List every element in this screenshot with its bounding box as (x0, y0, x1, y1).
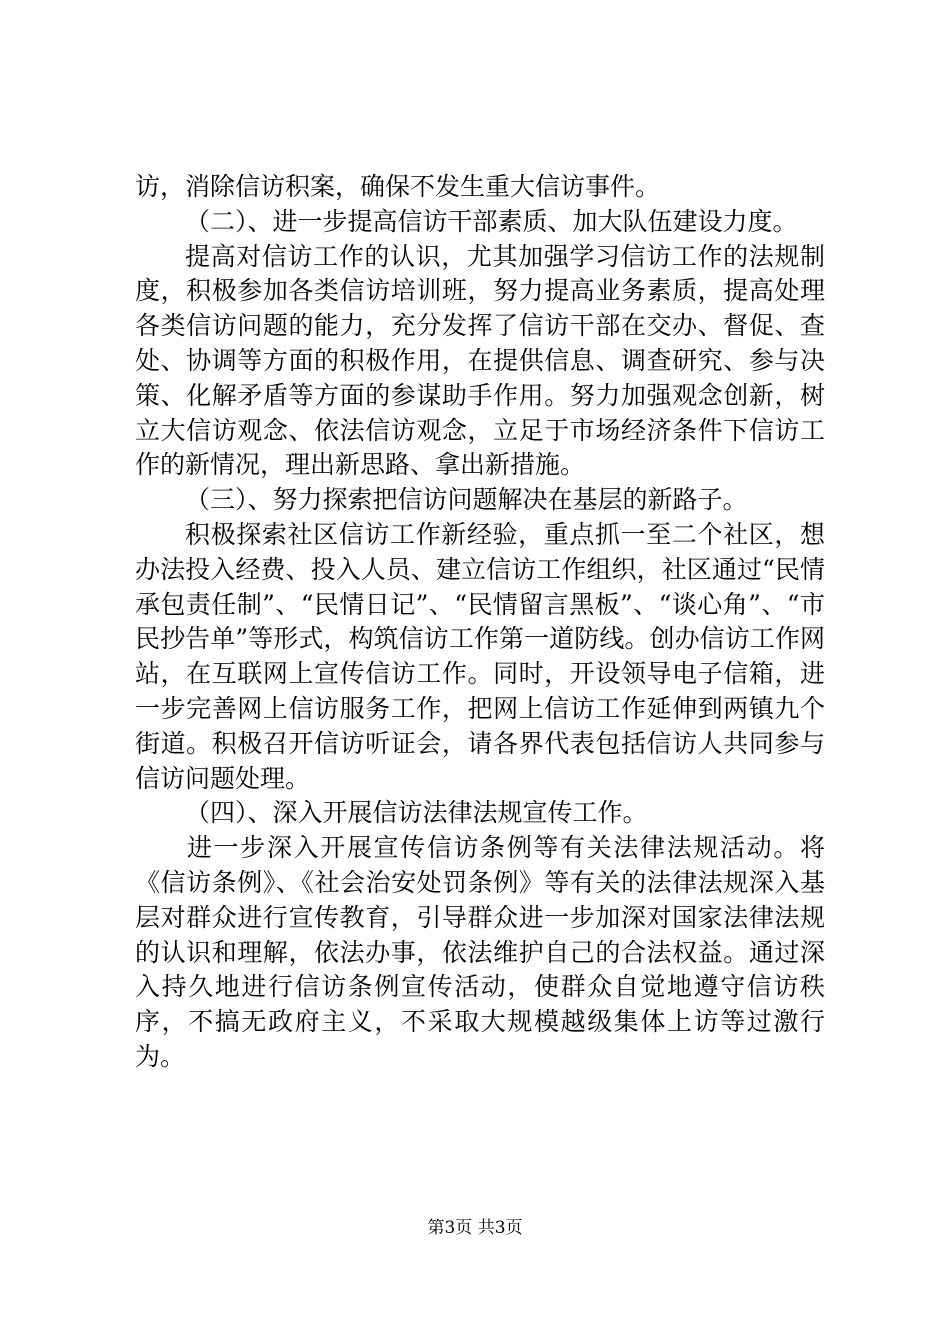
section-heading-3: （三）、努力探索把信访问题解决在基层的新路子。 (185, 485, 748, 515)
page-number-label: 第3页 共3页 (427, 1218, 523, 1238)
paragraph-continuation: 访，消除信访积案，确保不发生重大信访事件。 (135, 172, 661, 201)
section-heading-4: （四）、深入开展信访法律法规宣传工作。 (185, 798, 648, 828)
page-footer (0, 1217, 950, 1239)
paragraph-section-2: 提高对信访工作的认识，尤其加强学习信访工作的法规制度，积极参加各类信访培训班，努力提高业务素质，提高处理各类信访问题的能力，充分发挥了信访干部在交办、督促、查处、协调等方面的积极作用，在提供信息、调查研究、参与决策、化解矛盾等方面的参谋助手作用。努力加强观念创新，树立大信访观念、依法信访观念，立足于市场经济条件下信访工作的新情况，理出新思路、拿出新措施。 (135, 241, 825, 480)
section-heading-2: （二）、进一步提高信访干部素质、加大队伍建设力度。 (185, 206, 798, 236)
paragraph-section-3: 积极探索社区信访工作新经验，重点抓一至二个社区，想办法投入经费、投入人员、建立信访工作组织，社区通过“民情承包责任制”、“民情日记”、“民情留言黑板”、“谈心角”、“市民抄告单”等形式，构筑信访工作第一道防线。创办信访工作网站，在互联网上宣传信访工作。同时，开设领导电子信箱，进一步完善网上信访服务工作，把网上信访工作延伸到两镇九个街道。积极召开信访听证会，请各界代表包括信访人共同参与信访问题处理。 (135, 519, 825, 793)
document-body (135, 170, 825, 1075)
paragraph-section-4: 进一步深入开展宣传信访条例等有关法律法规活动。将《信访条例》、《社会治安处罚条例》等有关的法律法规深入基层对群众进行宣传教育，引导群众进一步加深对国家法律法规的认识和理解，依法办事，依法维护自己的合法权益。通过深入持久地进行信访条例宣传活动，使群众自觉地遵守信访秩序，不搞无政府主义，不采取大规模越级集体上访等过激行为。 (135, 833, 825, 1071)
